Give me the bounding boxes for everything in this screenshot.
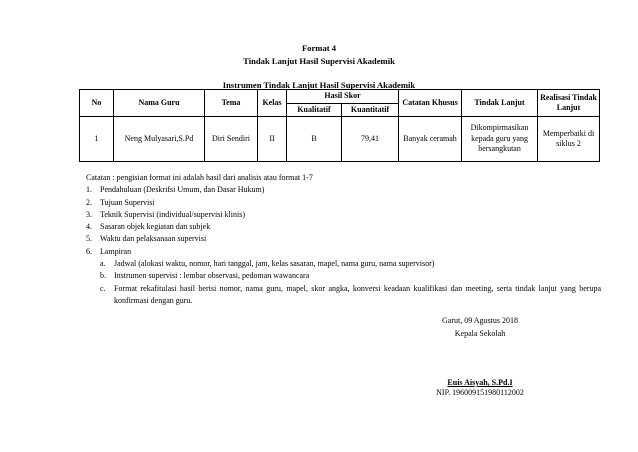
header-quantitative: Kuantitatif (342, 103, 399, 117)
list-item: 6. Lampiran (86, 246, 132, 256)
cell-follow-up: Dikompirmasikan kepada guru yang bersangkutan (462, 117, 538, 162)
header-note: Catatan Khusus (399, 90, 462, 117)
cell-theme: Diri Sendiri (205, 117, 258, 162)
format-label: Format 4 (301, 43, 337, 53)
follow-up-table (79, 89, 600, 162)
sub-list-item: c. Format rekafitulasi hasil berisi nomor, nama guru, mapel, skor angka, konversi keadaan kualifikasi dan meeting, serta tindak lanjut yang berupa konfirmasi dengan guru. (100, 283, 601, 305)
sub-list-item: b. Instrumen supervisi : lembar observasi, pedoman wawancara (100, 271, 310, 281)
cell-qualitative: B (287, 117, 342, 162)
table-row (80, 117, 600, 162)
list-item: 3. Teknik Supervisi (individual/supervisi klinis) (86, 209, 245, 219)
notes-section (86, 172, 601, 307)
header-no: No (80, 90, 114, 117)
list-item: 5. Waktu dan pelaksanaan supervisi (86, 234, 207, 244)
list-item: 1. Pendahuluan (Deskrifsi Umum, dan Dasar Hukum) (86, 185, 265, 195)
cell-note: Banyak ceramah (399, 117, 462, 162)
header-realization: Realisasi Tindak Lanjut (538, 90, 600, 117)
signer-role: Kepala Sekolah (454, 329, 506, 338)
header-qualitative: Kualitatif (287, 103, 342, 117)
header-class: Kelas (258, 90, 287, 117)
notes-intro: Catatan : pengisian format ini adalah hasil dari analisis atau format 1-7 (86, 173, 313, 182)
header-name: Nama Guru (114, 90, 205, 117)
place-date: Garut, 09 Agustus 2018 (442, 316, 518, 325)
cell-no: 1 (80, 117, 114, 162)
cell-realization: Memperbaiki di siklus 2 (538, 117, 600, 162)
cell-class: II (258, 117, 287, 162)
header-score: Hasil Skor (287, 90, 399, 104)
cell-quantitative: 79,41 (342, 117, 399, 162)
instrument-title: Instrumen Tindak Lanjut Hasil Supervisi Akademik (222, 80, 416, 90)
header-theme: Tema (205, 90, 258, 117)
signer-nip: NIP. 196009151980112002 (436, 388, 524, 397)
header-follow-up: Tindak Lanjut (462, 90, 538, 117)
list-item: 4. Sasaran objek kegiatan dan subjek (86, 222, 211, 232)
list-item: 2. Tujuan Supervisi (86, 197, 155, 207)
document-title: Tindak Lanjut Hasil Supervisi Akademik (243, 56, 395, 66)
sub-list-item: a. Jadwal (alokasi waktu, nomor, hari tanggal, jam, kelas sasaran, mapel, nama guru, nama supervisor) (100, 259, 435, 269)
cell-name: Neng Mulyasari,S.Pd (114, 117, 205, 162)
signer-name: Euis Aisyah, S.Pd.I (447, 378, 513, 387)
